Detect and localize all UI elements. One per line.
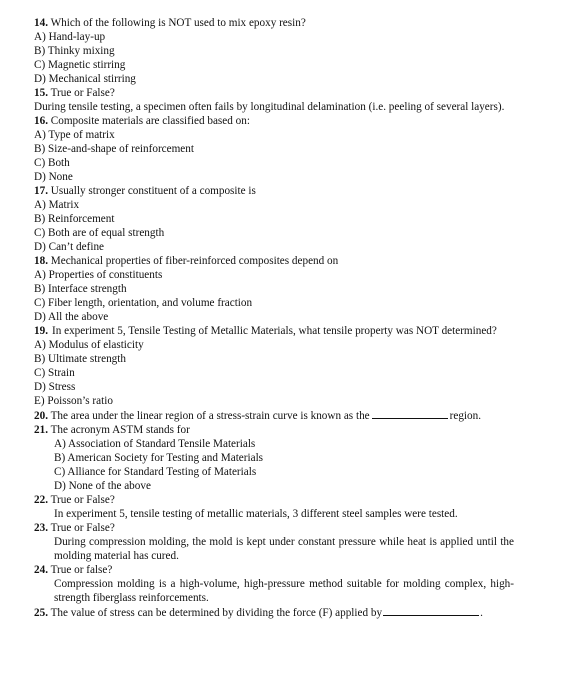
option: A) Matrix bbox=[34, 199, 80, 211]
question-text: The area under the linear region of a stress-strain curve is known as the bbox=[50, 410, 370, 422]
option: B) Reinforcement bbox=[34, 213, 115, 225]
option: D) Mechanical stirring bbox=[34, 73, 136, 85]
question-suffix: . bbox=[480, 607, 483, 619]
question-21 bbox=[34, 423, 514, 437]
option: D) Stress bbox=[34, 381, 76, 393]
option: B) American Society for Testing and Materials bbox=[54, 452, 264, 464]
question-19 bbox=[34, 324, 514, 338]
option: A) Hand-lay-up bbox=[34, 31, 106, 43]
answer-blank[interactable] bbox=[372, 408, 448, 419]
question-text: Mechanical properties of fiber-reinforced composites depend on bbox=[50, 255, 339, 267]
question-text: Composite materials are classified based on: bbox=[50, 115, 250, 127]
question-body: In experiment 5, tensile testing of metallic materials, 3 different steel samples were tested. bbox=[54, 508, 458, 520]
question-16 bbox=[34, 114, 514, 128]
option: C) Fiber length, orientation, and volume fraction bbox=[34, 297, 253, 309]
option: D) All the above bbox=[34, 311, 109, 323]
question-text: True or False? bbox=[50, 87, 115, 99]
option: D) None bbox=[34, 171, 73, 183]
question-number: 20. bbox=[34, 410, 48, 422]
question-number: 19. bbox=[34, 325, 48, 337]
question-17 bbox=[34, 184, 514, 198]
option: A) Type of matrix bbox=[34, 129, 115, 141]
question-number: 25. bbox=[34, 607, 48, 619]
question-number: 24. bbox=[34, 564, 48, 576]
question-text: Which of the following is NOT used to mix epoxy resin? bbox=[50, 17, 306, 29]
question-text: True or False? bbox=[50, 522, 115, 534]
question-24 bbox=[34, 563, 514, 577]
option: A) Association of Standard Tensile Materials bbox=[54, 438, 256, 450]
option: E) Poisson’s ratio bbox=[34, 395, 113, 407]
question-20 bbox=[34, 408, 514, 423]
question-text: True or False? bbox=[50, 494, 115, 506]
question-23 bbox=[34, 521, 514, 535]
option: D) Can’t define bbox=[34, 241, 105, 253]
question-22 bbox=[34, 493, 514, 507]
answer-blank[interactable] bbox=[383, 605, 479, 616]
option: C) Alliance for Standard Testing of Materials bbox=[54, 466, 257, 478]
question-text: In experiment 5, Tensile Testing of Metallic Materials, what tensile property was NOT determined? bbox=[51, 325, 497, 337]
question-number: 17. bbox=[34, 185, 48, 197]
quiz-page bbox=[34, 16, 514, 620]
option: D) None of the above bbox=[54, 480, 151, 492]
option: C) Both bbox=[34, 157, 70, 169]
option: C) Magnetic stirring bbox=[34, 59, 126, 71]
option: A) Modulus of elasticity bbox=[34, 339, 144, 351]
option: C) Strain bbox=[34, 367, 75, 379]
option: B) Size-and-shape of reinforcement bbox=[34, 143, 194, 155]
question-15 bbox=[34, 86, 514, 100]
question-number: 14. bbox=[34, 17, 48, 29]
question-number: 18. bbox=[34, 255, 48, 267]
option: B) Interface strength bbox=[34, 283, 127, 295]
question-18 bbox=[34, 254, 514, 268]
question-body: During tensile testing, a specimen often fails by longitudinal delamination (i.e. peeling of several layers). bbox=[34, 101, 505, 113]
option: A) Properties of constituents bbox=[34, 269, 163, 281]
option: C) Both are of equal strength bbox=[34, 227, 165, 239]
question-number: 22. bbox=[34, 494, 48, 506]
question-number: 16. bbox=[34, 115, 48, 127]
question-body: During compression molding, the mold is kept under constant pressure while heat is applied until the molding material has cured. bbox=[54, 536, 514, 562]
option: B) Thinky mixing bbox=[34, 45, 115, 57]
question-number: 21. bbox=[34, 424, 48, 436]
question-25 bbox=[34, 605, 514, 620]
question-text: The acronym ASTM stands for bbox=[50, 424, 190, 436]
option: B) Ultimate strength bbox=[34, 353, 126, 365]
question-suffix: region. bbox=[449, 410, 482, 422]
question-number: 23. bbox=[34, 522, 48, 534]
question-text: Usually stronger constituent of a composite is bbox=[50, 185, 256, 197]
question-body: Compression molding is a high-volume, high-pressure method suitable for molding complex, high-strength fiberglass reinforcements. bbox=[54, 578, 514, 604]
question-text: True or false? bbox=[50, 564, 113, 576]
question-14 bbox=[34, 16, 514, 30]
question-text: The value of stress can be determined by dividing the force (F) applied by bbox=[50, 607, 383, 619]
question-number: 15. bbox=[34, 87, 48, 99]
